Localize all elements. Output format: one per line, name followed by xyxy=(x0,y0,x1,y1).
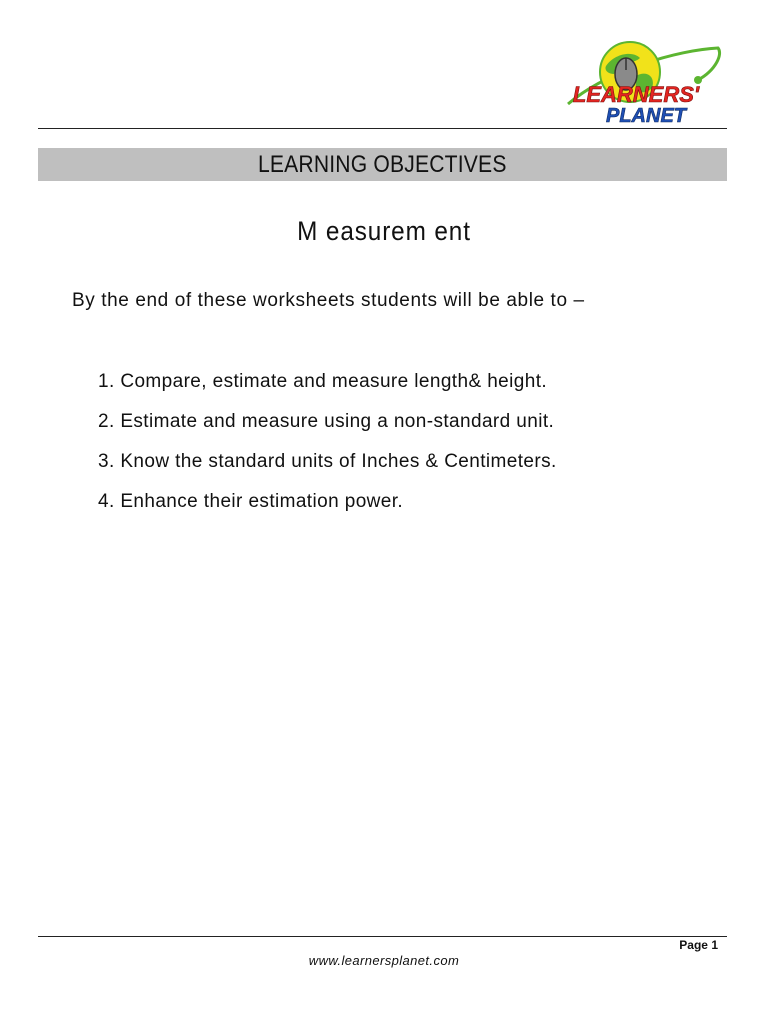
footer-divider xyxy=(38,936,727,937)
page-number: Page 1 xyxy=(679,938,718,952)
logo-text-planet: PLANET xyxy=(606,105,686,127)
intro-text: By the end of these worksheets students will be able to – xyxy=(72,290,585,311)
objectives-list xyxy=(98,371,557,531)
subject-heading: M easurem ent xyxy=(297,216,471,246)
learners-planet-logo xyxy=(548,40,724,130)
section-title-band xyxy=(38,148,727,181)
logo-text-learners: LEARNERS' xyxy=(572,82,700,107)
website-link[interactable]: www.learnersplanet.com xyxy=(308,953,460,968)
objective-item: 1. Compare, estimate and measure length& height. xyxy=(98,371,548,392)
objective-item: 2. Estimate and measure using a non-standard unit. xyxy=(98,411,555,432)
header-divider xyxy=(38,128,727,129)
section-title: LEARNING OBJECTIVES xyxy=(258,150,507,178)
objective-item: 3. Know the standard units of Inches & Centimeters. xyxy=(98,451,557,472)
objective-item: 4. Enhance their estimation power. xyxy=(98,491,404,512)
